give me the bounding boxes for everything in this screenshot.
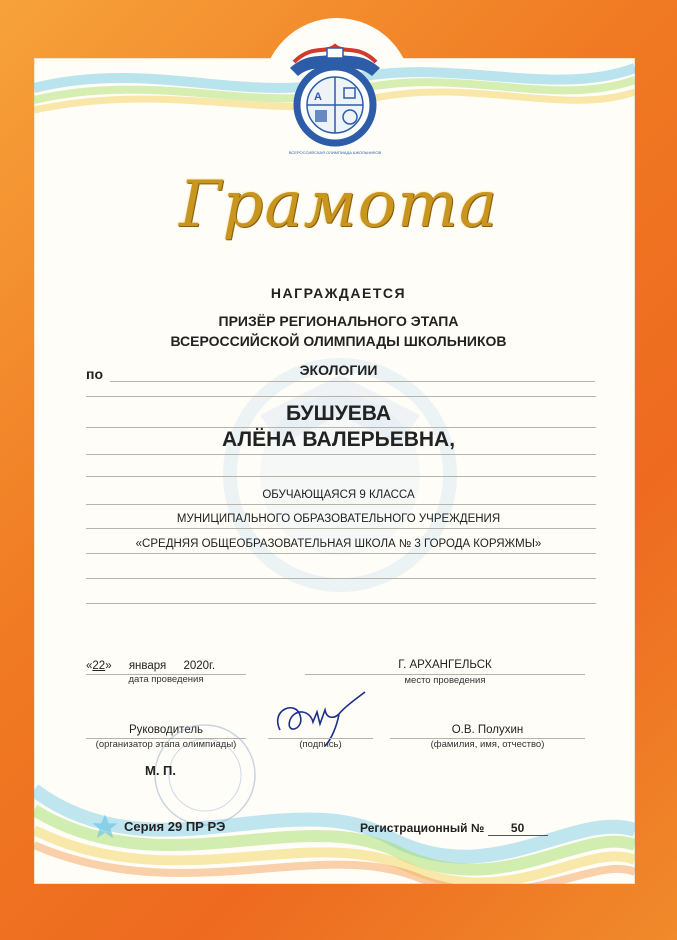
- blank-rule: [86, 476, 596, 477]
- date-open-quote: «: [86, 660, 93, 672]
- student-line-2: МУНИЦИПАЛЬНОГО ОБРАЗОВАТЕЛЬНОГО УЧРЕЖДЕНИЯ: [176, 513, 501, 525]
- name-rule: [86, 454, 596, 455]
- stamp-place-label: М. П.: [145, 763, 177, 778]
- winner-line-1: ПРИЗЁР РЕГИОНАЛЬНОГО ЭТАПА: [218, 313, 459, 329]
- date-caption: дата проведения: [128, 674, 204, 685]
- po-label: по: [86, 366, 104, 382]
- student-line-1: ОБУЧАЮЩАЯСЯ 9 КЛАССА: [262, 489, 415, 501]
- watermark-emblem: [200, 355, 480, 595]
- blank-rule: [86, 603, 596, 604]
- svg-text:A: A: [314, 91, 322, 103]
- registration-value: 50: [488, 821, 548, 836]
- date-day: 22: [92, 660, 106, 672]
- event-date: [86, 660, 215, 672]
- student-rule-2: [86, 528, 596, 529]
- date-close-quote: »: [105, 660, 112, 672]
- subject-value: ЭКОЛОГИИ: [299, 362, 378, 378]
- awarded-heading: НАГРАЖДАЕТСЯ: [270, 285, 407, 301]
- student-rule-3: [86, 553, 596, 554]
- bottom-rainbow-decoration: [34, 740, 635, 884]
- event-place: Г. АРХАНГЕЛЬСК: [398, 659, 492, 671]
- certificate-title: Грамота: [179, 168, 498, 242]
- fio-value: О.В. Полухин: [451, 724, 524, 736]
- student-line-3: «СРЕДНЯЯ ОБЩЕОБРАЗОВАТЕЛЬНАЯ ШКОЛА № 3 ГОРОДА КОРЯЖМЫ»: [135, 538, 542, 550]
- place-caption: место проведения: [404, 675, 486, 686]
- recipient-given-names: АЛЁНА ВАЛЕРЬЕВНА,: [221, 428, 456, 451]
- logo-ring-text: ВСЕРОССИЙСКАЯ ОЛИМПИАДА ШКОЛЬНИКОВ: [288, 150, 382, 155]
- winner-line-2: ВСЕРОССИЙСКОЙ ОЛИМПИАДЫ ШКОЛЬНИКОВ: [170, 333, 507, 349]
- registration-label: Регистрационный №: [360, 821, 485, 835]
- head-label: Руководитель: [128, 724, 204, 736]
- head-caption: (организатор этапа олимпиады): [95, 739, 237, 750]
- blank-rule: [86, 396, 596, 397]
- subject-rule: [110, 381, 595, 382]
- student-rule-1: [86, 504, 596, 505]
- blank-rule: [86, 578, 596, 579]
- olympiad-emblem-icon: [280, 30, 390, 150]
- recipient-surname: БУШУЕВА: [285, 402, 392, 425]
- signature-caption: (подпись): [299, 739, 342, 750]
- date-year: 2020г.: [183, 660, 216, 672]
- registration-number: [360, 821, 548, 836]
- date-month: января: [128, 660, 167, 672]
- series-number: Серия 29 ПР РЭ: [124, 819, 226, 834]
- star-icon: [90, 812, 120, 842]
- fio-caption: (фамилия, имя, отчество): [430, 739, 545, 750]
